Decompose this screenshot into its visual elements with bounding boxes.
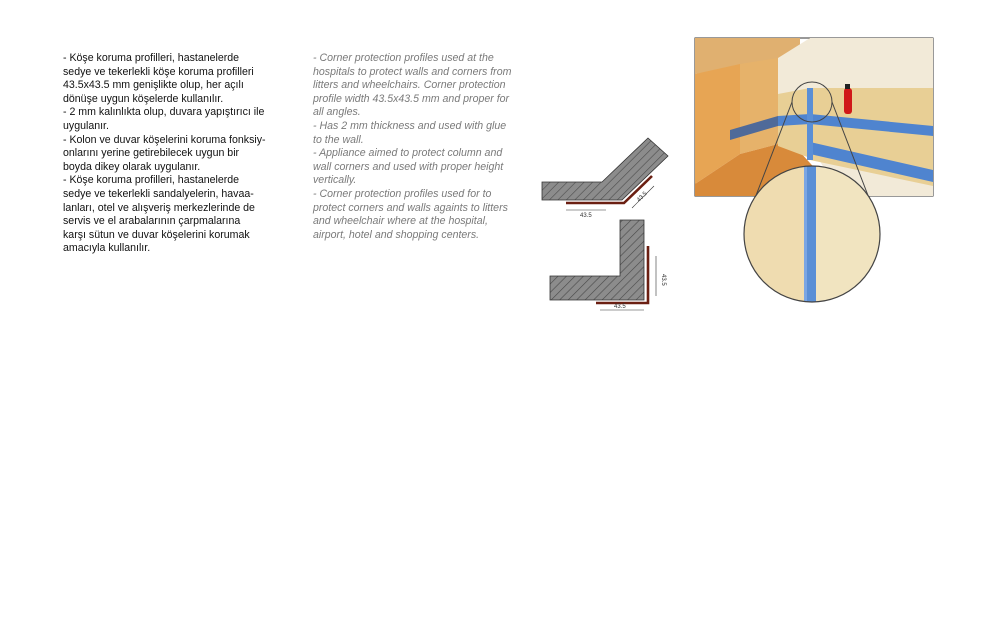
turkish-text-line: uygulanır. <box>63 119 109 132</box>
turkish-text-line: sedye ve tekerlekli köşe koruma profilleri <box>63 65 254 78</box>
turkish-text-line: - Kolon ve duvar köşelerini koruma fonksiy- <box>63 133 266 146</box>
english-text-line: - Appliance aimed to protect column and <box>313 147 503 160</box>
turkish-text-line: sedye ve tekerlekli sandalyelerin, havaa- <box>63 187 254 200</box>
turkish-text-line: - Köşe koruma profilleri, hastanelerde <box>63 52 240 64</box>
turkish-text-line: servis ve el arabalarının çarpmalarına <box>63 215 241 228</box>
turkish-text-line: boyda dikey olarak uygulanır. <box>63 160 201 173</box>
obtuse-corner-figure <box>542 138 668 219</box>
top-width-label: 43.5 <box>580 213 592 219</box>
english-text-line: - Corner protection profiles used at the <box>313 52 494 64</box>
turkish-text-line: lanları, otel ve alışveriş merkezlerinde de <box>63 201 255 214</box>
english-text-line: and wheelchair where at the hospital, <box>313 215 488 228</box>
english-text-line: protect corners and walls againts to litters <box>313 201 508 214</box>
turkish-text-line: - Köşe koruma profilleri, hastanelerde <box>63 174 240 187</box>
right-angle-corner-figure <box>550 220 666 310</box>
turkish-text-line: - 2 mm kalınlıkta olup, duvara yapıştırıcı ile <box>63 106 265 119</box>
turkish-text-line: amacıyla kullanılır. <box>63 242 151 255</box>
english-text-line: vertically. <box>313 174 357 187</box>
english-text-line: profile width 43.5x43.5 mm and proper for <box>313 92 510 105</box>
english-text-line: - Has 2 mm thickness and used with glue <box>313 119 507 132</box>
bottom-width-label: 43.5 <box>614 304 626 310</box>
right-angle-wall <box>550 220 644 300</box>
side-label: 43.5 <box>660 274 666 286</box>
english-text-line: litters and wheelchairs. Corner protection <box>313 79 506 92</box>
fire-extinguisher-icon <box>844 88 852 114</box>
english-text-line: all angles. <box>313 106 361 119</box>
turkish-text-line: onlarını yerine getirebilecek uygun bir <box>63 147 240 160</box>
turkish-description <box>63 52 295 256</box>
hospital-corridor-photo <box>690 34 940 304</box>
turkish-text-line: dönüşe uygun köşelerde kullanılır. <box>63 92 224 105</box>
english-text-line: to the wall. <box>313 133 364 146</box>
turkish-text-line: karşı sütun ve duvar köşelerini korumak <box>63 228 250 241</box>
english-description <box>313 52 541 242</box>
english-text-line: hospitals to protect walls and corners from <box>313 65 512 78</box>
top-diag-label: 43.5 <box>636 190 649 204</box>
english-text-line: airport, hotel and shopping centers. <box>313 228 480 241</box>
turkish-text-line: 43.5x43.5 mm genişlikte olup, her açılı <box>63 79 244 92</box>
english-text-line: - Corner protection profiles used for to <box>313 187 492 200</box>
english-text-line: wall corners and used with proper height <box>313 160 504 173</box>
corner-profile-diagram <box>536 128 686 328</box>
